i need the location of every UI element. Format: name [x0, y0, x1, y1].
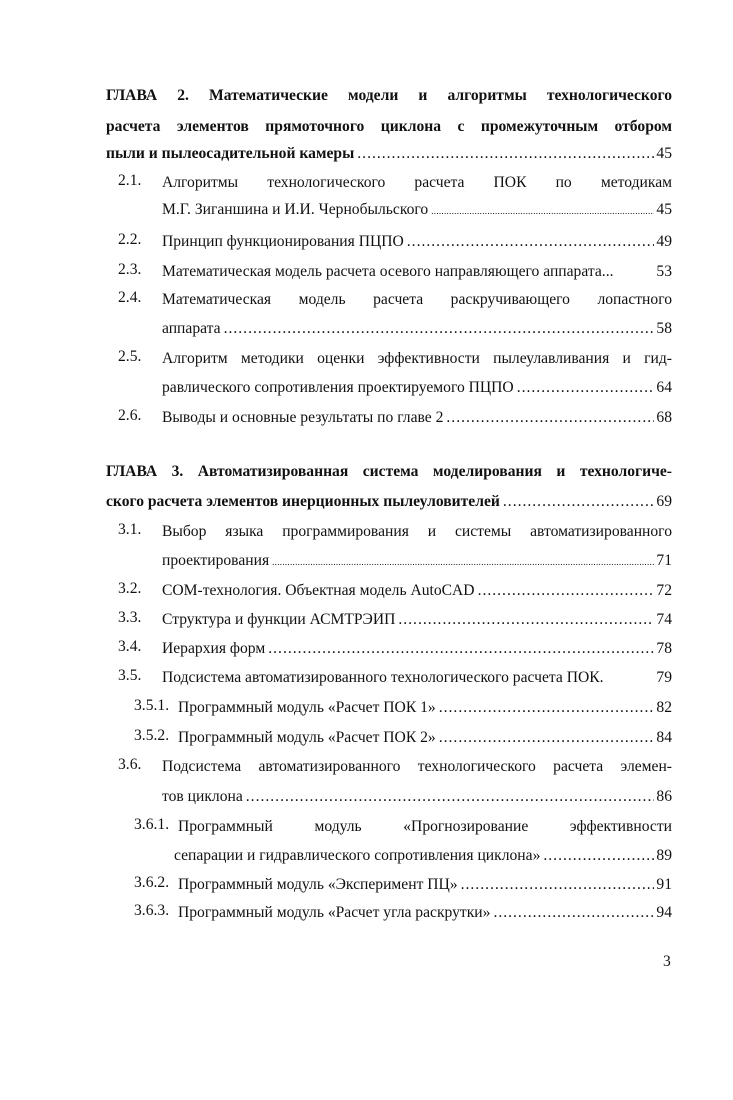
toc-entry-text: Программный модуль «Расчет ПОК 1» [178, 699, 436, 716]
toc-number: 3.3. [118, 609, 142, 626]
chapter2-title-line2: расчета элементов прямоточного циклона с промежуточным отбором [106, 118, 672, 135]
toc-number: 3.6. [118, 756, 142, 773]
toc-page: 45 [656, 201, 672, 218]
toc-page: 84 [656, 729, 672, 746]
toc-entry-text-cont: проектирования [162, 552, 270, 569]
chapter3-title-tail: ского расчета элементов инерционных пылеуловителей [106, 493, 500, 510]
toc-entry-text: Программный модуль «Прогнозирование эффективности [178, 818, 672, 835]
toc-entry-line [162, 407, 672, 429]
toc-page: 86 [656, 788, 672, 805]
toc-number: 3.5.2. [134, 727, 170, 744]
toc-page: 89 [656, 847, 672, 864]
chapter2-page: 45 [656, 145, 672, 162]
toc-number: 3.1. [118, 521, 142, 538]
page-number: 3 [663, 953, 671, 970]
toc-page: 79 [656, 669, 672, 686]
leader-dots [357, 143, 654, 165]
toc-entry-text: Программный модуль «Расчет ПОК 2» [178, 729, 436, 746]
toc-number: 3.6.2. [134, 874, 170, 891]
chapter3-title-line1: ГЛАВА 3. Автоматизированная система моделирования и технологиче- [106, 463, 672, 480]
toc-page: 78 [656, 640, 672, 657]
toc-entry-text: Математическая модель расчета осевого направляющего аппарата... [162, 263, 614, 280]
toc-page: 74 [656, 611, 672, 628]
chapter2-title-tail: пыли и пылеосадительной камеры [106, 145, 355, 162]
toc-page: 94 [656, 904, 672, 921]
toc-entry-text: Подсистема автоматизированного технологического расчета ПОК. [162, 669, 604, 686]
toc-entry-text: Принцип функционирования ПЦПО [162, 233, 404, 250]
leader-dots [439, 727, 655, 749]
leader-dots [446, 407, 654, 429]
toc-entry-text: Алгоритм методики оценки эффективности пылеулавливания и гид- [162, 350, 672, 367]
toc-entry-text-cont: сепарации и гидравлического сопротивления циклона» [174, 847, 541, 864]
toc-entry-text: Выводы и основные результаты по главе 2 [162, 409, 444, 426]
toc-entry-line [162, 638, 672, 660]
leader-dots [431, 200, 654, 222]
toc-number: 2.4. [118, 289, 142, 306]
toc-entry-text-cont: тов циклона [162, 788, 243, 805]
toc-page: 68 [656, 409, 672, 426]
toc-entry-line [178, 902, 672, 924]
toc-entry-text: Математическая модель расчета раскручивающего лопастного [162, 291, 672, 308]
toc-entry-continuation [174, 845, 672, 867]
toc-entry-line [162, 231, 672, 253]
toc-number: 3.5. [118, 667, 142, 684]
toc-entry-continuation [162, 377, 672, 399]
toc-entry-line [162, 667, 672, 689]
toc-entry-text-cont: равлического сопротивления проектируемого ПЦПО [162, 379, 514, 396]
toc-number: 3.6.3. [134, 902, 170, 919]
toc-entry-continuation [162, 199, 672, 221]
toc-entry-line [178, 697, 672, 719]
toc-entry-text: Выбор языка программирования и системы автоматизированного [162, 523, 672, 540]
chapter3-title-line2 [106, 491, 672, 513]
toc-number: 2.1. [118, 172, 142, 189]
toc-page: 91 [656, 876, 672, 893]
leader-dots [461, 874, 655, 896]
toc-entry-line [178, 874, 672, 896]
toc-entry-text-cont: аппарата [162, 320, 221, 337]
toc-entry-text: Программный модуль «Расчет угла раскрутки» [178, 904, 491, 921]
toc-entry-text: Подсистема автоматизированного технологического расчета элемен- [162, 758, 672, 775]
toc-page: 71 [656, 552, 672, 569]
leader-dots [503, 491, 655, 513]
leader-dots [493, 902, 654, 924]
toc-entry-continuation [162, 318, 672, 340]
toc-number: 3.5.1. [134, 697, 170, 714]
toc-page: 49 [656, 233, 672, 250]
chapter2-title-line1: ГЛАВА 2. Математические модели и алгоритмы технологического [106, 87, 672, 104]
toc-page: 72 [656, 582, 672, 599]
toc-page: 64 [656, 379, 672, 396]
toc-number: 2.3. [118, 261, 142, 278]
toc-number: 2.2. [118, 231, 142, 248]
toc-entry-text-cont: М.Г. Зиганшина и И.И. Чернобыльского [162, 201, 429, 218]
toc-number: 3.2. [118, 580, 142, 597]
toc-entry-line [178, 727, 672, 749]
toc-entry-text: Иерархия форм [162, 640, 266, 657]
toc-entry-line [162, 580, 672, 602]
leader-dots [407, 231, 655, 253]
toc-page: 58 [656, 320, 672, 337]
leader-dots [398, 609, 654, 631]
toc-entry-continuation [162, 786, 672, 808]
leader-dots [268, 638, 654, 660]
toc-entry-line [162, 261, 672, 283]
chapter3-page: 69 [656, 493, 672, 510]
toc-page: 82 [656, 699, 672, 716]
toc-entry-continuation [162, 550, 672, 572]
toc-entry-text: Структура и функции АСМТРЭИП [162, 611, 396, 628]
toc-number: 3.4. [118, 638, 142, 655]
chapter2-title-line3 [106, 143, 672, 165]
toc-entry-text: COM-технология. Объектная модель AutoCAD [162, 582, 475, 599]
toc-entry-text: Программный модуль «Эксперимент ПЦ» [178, 876, 458, 893]
leader-dots [517, 377, 655, 399]
leader-dots [478, 580, 655, 602]
toc-entry-text: Алгоритмы технологического расчета ПОК по методикам [162, 174, 672, 191]
leader-dots [543, 845, 654, 867]
leader-dots [439, 697, 655, 719]
toc-entry-line [162, 609, 672, 631]
leader-dots [224, 318, 655, 340]
toc-number: 2.5. [118, 348, 142, 365]
leader-dots [246, 786, 655, 808]
toc-page: 53 [656, 263, 672, 280]
leader-dots [272, 551, 654, 573]
toc-number: 3.6.1. [134, 816, 170, 833]
toc-number: 2.6. [118, 407, 142, 424]
